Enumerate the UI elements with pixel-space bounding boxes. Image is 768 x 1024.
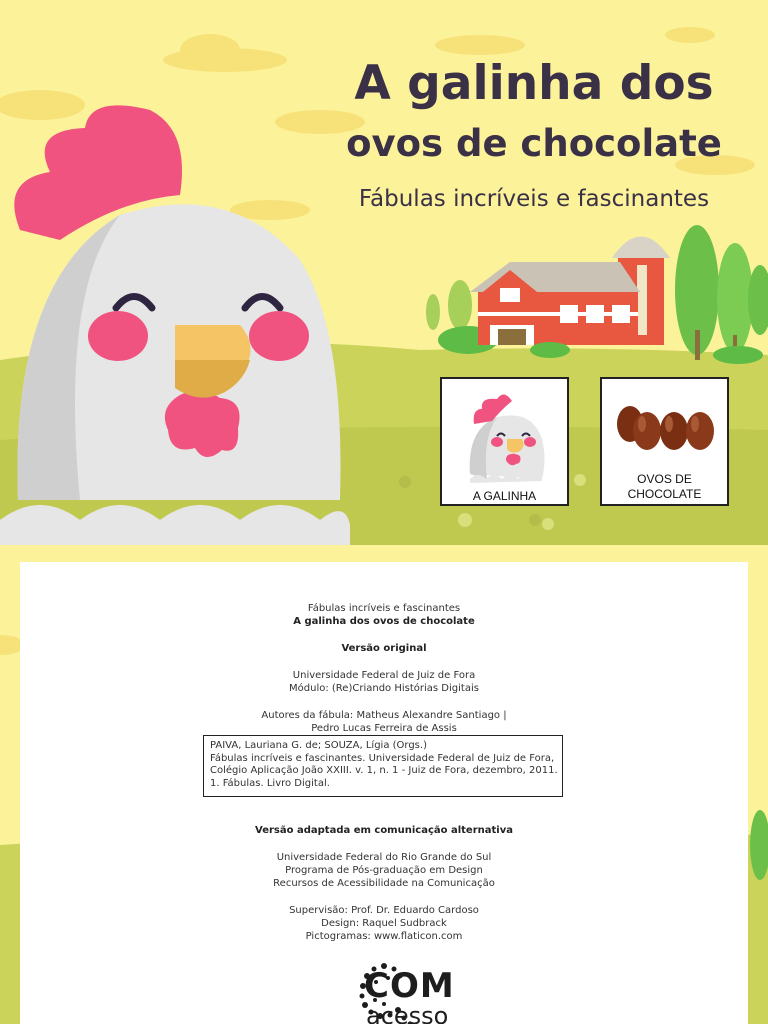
title-line-2: ovos de chocolate bbox=[346, 122, 722, 165]
hen-icon bbox=[442, 379, 567, 504]
subtitle: Fábulas incríveis e fascinantes bbox=[358, 186, 710, 212]
citation-line-3: Colégio Aplicação João XXIII. v. 1, n. 1 - Juiz de Fora, dezembro, 2011. bbox=[210, 765, 558, 776]
design-credit: Design: Raquel Sudbrack bbox=[321, 918, 447, 929]
original-version-heading: Versão original bbox=[341, 643, 427, 654]
logo-acesso-text: acesso bbox=[366, 1002, 449, 1024]
citation-line-1: PAIVA, Lauriana G. de; SOUZA, Lígia (Orgs.) bbox=[210, 740, 427, 751]
chocolate-eggs-pictogram-card bbox=[600, 377, 729, 506]
supervision: Supervisão: Prof. Dr. Eduardo Cardoso bbox=[289, 905, 479, 916]
pictograms-credit: Pictogramas: www.flaticon.com bbox=[305, 931, 463, 942]
program: Programa de Pós-graduação em Design bbox=[285, 865, 483, 876]
credits-panel bbox=[20, 562, 748, 1024]
book-title: A galinha dos ovos de chocolate bbox=[293, 616, 475, 627]
hen-card-label: A GALINHA bbox=[472, 489, 537, 503]
authors-line-1: Autores da fábula: Matheus Alexandre Santiago | bbox=[261, 710, 507, 721]
adapted-version-heading: Versão adaptada em comunicação alternativa bbox=[255, 825, 513, 836]
hen-pictogram-card bbox=[440, 377, 569, 506]
comacesso-logo bbox=[306, 960, 466, 1024]
credits-page bbox=[0, 545, 768, 1024]
resources: Recursos de Acessibilidade na Comunicação bbox=[273, 878, 495, 889]
eggs-card-label-line1: OVOS DE bbox=[637, 472, 692, 486]
collection-name: Fábulas incríveis e fascinantes bbox=[307, 603, 461, 614]
module: Módulo: (Re)Criando Histórias Digitais bbox=[289, 683, 479, 694]
chocolate-eggs-icon bbox=[602, 379, 727, 469]
university-original: Universidade Federal de Juiz de Fora bbox=[292, 670, 476, 681]
authors-line-2: Pedro Lucas Ferreira de Assis bbox=[311, 723, 457, 734]
eggs-card-label-line2: CHOCOLATE bbox=[627, 487, 702, 501]
citation-line-4: 1. Fábulas. Livro Digital. bbox=[210, 777, 330, 789]
logo-com-text: COM bbox=[364, 966, 455, 1006]
university-adapted: Universidade Federal do Rio Grande do Sul bbox=[276, 852, 492, 863]
title-line-1: A galinha dos bbox=[354, 56, 714, 111]
catalog-citation-box bbox=[203, 735, 563, 797]
citation-line-2: Fábulas incríveis e fascinantes. Universidade Federal de Juiz de Fora, bbox=[210, 752, 555, 764]
eggs-card-label bbox=[602, 472, 727, 502]
